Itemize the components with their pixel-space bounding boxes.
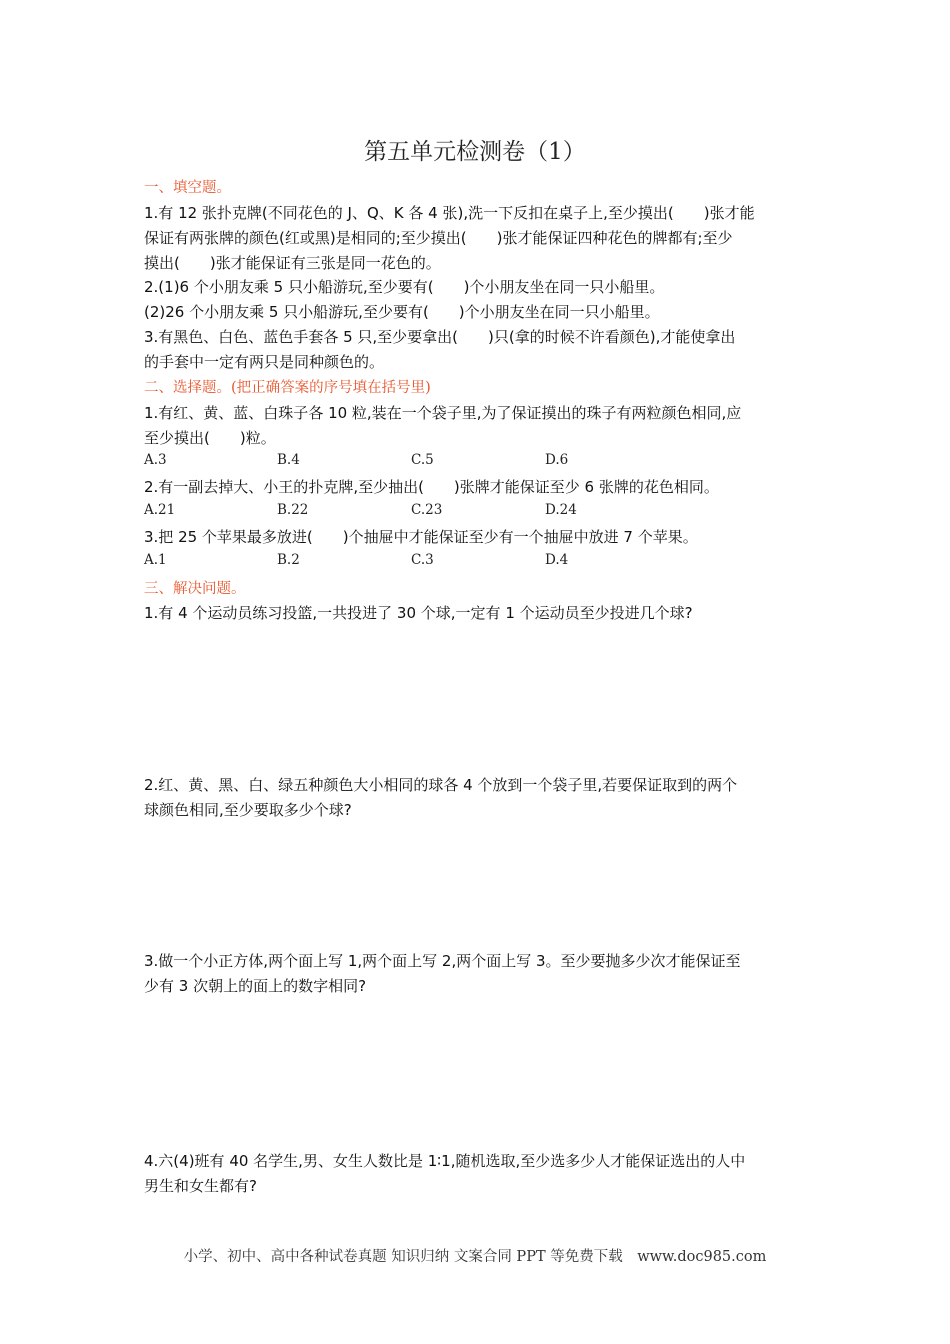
choice-q3-option-c: C.3 — [411, 552, 434, 568]
problem-q3-line-1: 3.做一个小正方体,两个面上写 1,两个面上写 2,两个面上写 3。至少要抛多少次才能保证至 — [144, 952, 741, 970]
choice-q1-option-c: C.5 — [411, 452, 434, 468]
choice-q2-option-d: D.24 — [545, 502, 577, 518]
choice-q2-option-a: A.21 — [144, 502, 176, 518]
choice-q1-line-2: 至少摸出( )粒。 — [144, 429, 276, 447]
choice-q3-option-d: D.4 — [545, 552, 569, 568]
problem-q1: 1.有 4 个运动员练习投篮,一共投进了 30 个球,一定有 1 个运动员至少投进几个球? — [144, 604, 693, 622]
choice-q3-option-b: B.2 — [277, 552, 300, 568]
problem-q4-line-1: 4.六(4)班有 40 名学生,男、女生人数比是 1∶1,随机选取,至少选多少人才能保证选出的人中 — [144, 1152, 746, 1170]
choice-q1-option-a: A.3 — [144, 452, 167, 468]
section-heading-problem-solving: 三、解决问题。 — [144, 581, 246, 597]
choice-q2-option-b: B.22 — [277, 502, 309, 518]
fill-in-q2-part-1: 2.(1)6 个小朋友乘 5 只小船游玩,至少要有( )个小朋友坐在同一只小船里。 — [144, 278, 665, 296]
fill-in-q1-line-2: 保证有两张牌的颜色(红或黑)是相同的;至少摸出( )张才能保证四种花色的牌都有;至少 — [144, 229, 733, 247]
fill-in-q1-line-3: 摸出( )张才能保证有三张是同一花色的。 — [144, 254, 441, 272]
page-footer: 小学、初中、高中各种试卷真题 知识归纳 文案合同 PPT 等免费下载 www.doc985.com — [183, 1249, 767, 1265]
fill-in-q2-part-2: (2)26 个小朋友乘 5 只小船游玩,至少要有( )个小朋友坐在同一只小船里。 — [144, 303, 660, 321]
problem-q2-line-2: 球颜色相同,至少要取多少个球? — [144, 801, 352, 819]
problem-q2-line-1: 2.红、黄、黑、白、绿五种颜色大小相同的球各 4 个放到一个袋子里,若要保证取到的两个 — [144, 776, 738, 794]
page-title: 第五单元检测卷（1） — [364, 139, 586, 165]
fill-in-q1-line-1: 1.有 12 张扑克牌(不同花色的 J、Q、K 各 4 张),洗一下反扣在桌子上,至少摸出( )张才能 — [144, 204, 755, 222]
choice-q1-option-d: D.6 — [545, 452, 569, 468]
section-heading-multiple-choice: 二、选择题。(把正确答案的序号填在括号里) — [144, 380, 431, 396]
choice-q1-line-1: 1.有红、黄、蓝、白珠子各 10 粒,装在一个袋子里,为了保证摸出的珠子有两粒颜色相同,应 — [144, 404, 742, 422]
fill-in-q3-line-2: 的手套中一定有两只是同种颜色的。 — [144, 353, 385, 371]
choice-q3-option-a: A.1 — [144, 552, 167, 568]
problem-q4-line-2: 男生和女生都有? — [144, 1177, 257, 1195]
fill-in-q3-line-1: 3.有黑色、白色、蓝色手套各 5 只,至少要拿出( )只(拿的时候不许看颜色),才能使拿出 — [144, 328, 736, 346]
choice-q1-option-b: B.4 — [277, 452, 300, 468]
choice-q2-option-c: C.23 — [411, 502, 443, 518]
problem-q3-line-2: 少有 3 次朝上的面上的数字相同? — [144, 977, 367, 995]
section-heading-fill-in: 一、填空题。 — [144, 180, 231, 196]
choice-q2-line: 2.有一副去掉大、小王的扑克牌,至少抽出( )张牌才能保证至少 6 张牌的花色相同。 — [144, 478, 719, 496]
choice-q3-line: 3.把 25 个苹果最多放进( )个抽屉中才能保证至少有一个抽屉中放进 7 个苹果。 — [144, 528, 698, 546]
